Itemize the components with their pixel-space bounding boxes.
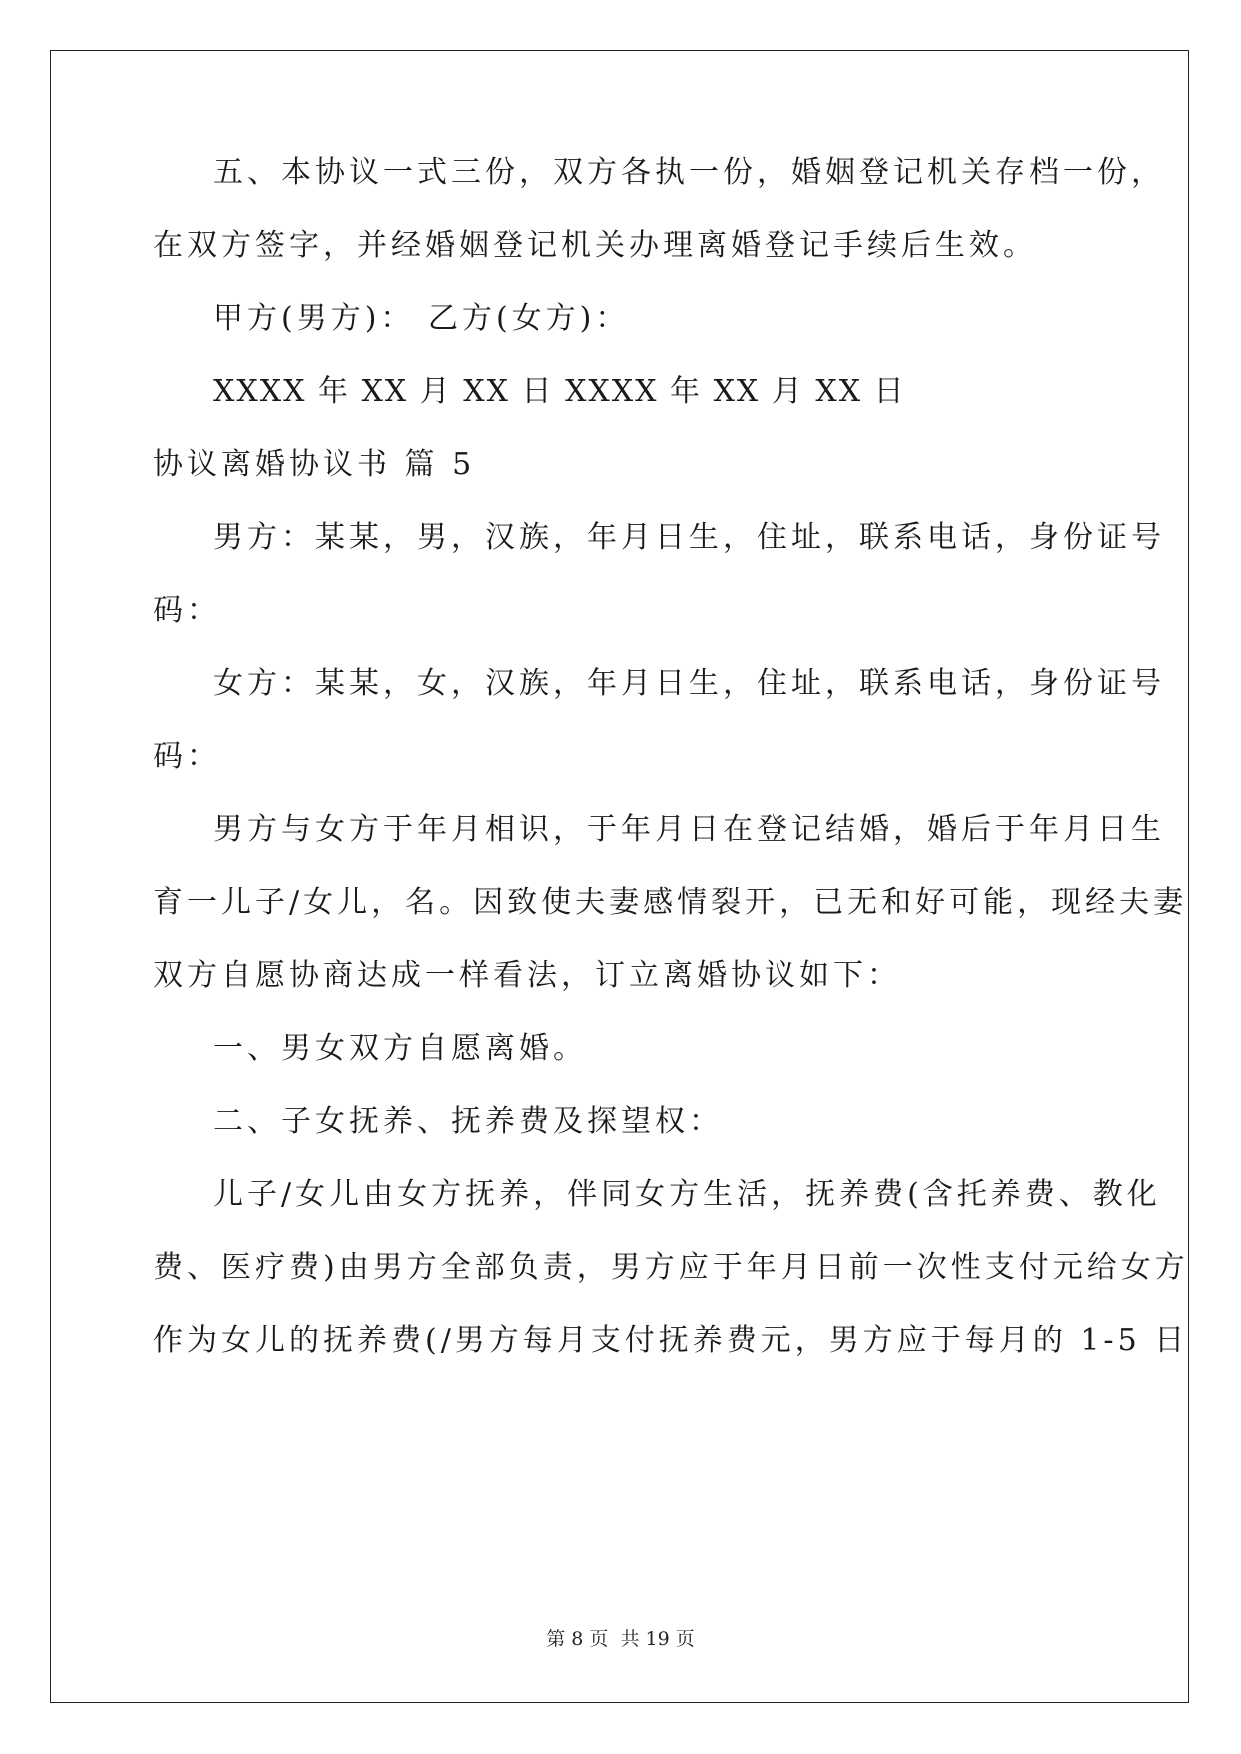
section-title: 协议离婚协议书 篇 5 xyxy=(153,447,476,482)
paragraph-line: 二、子女抚养、抚养费及探望权： xyxy=(213,1104,723,1139)
page-footer xyxy=(0,1624,1241,1651)
paragraph-line: 在双方签字，并经婚姻登记机关办理离婚登记手续后生效。 xyxy=(153,228,1037,263)
paragraph-line: 五、本协议一式三份，双方各执一份，婚姻登记机关存档一份， xyxy=(213,155,1165,190)
paragraph-line: 女方：某某，女，汉族，年月日生，住址，联系电话，身份证号 xyxy=(213,666,1165,701)
paragraph-line: 双方自愿协商达成一样看法，订立离婚协议如下： xyxy=(153,958,901,993)
paragraph-line: 码： xyxy=(153,593,221,628)
paragraph-line: 男方与女方于年月相识，于年月日在登记结婚，婚后于年月日生 xyxy=(213,812,1165,847)
page-frame xyxy=(50,50,1189,1703)
signature-parties-line: 甲方(男方)： 乙方(女方)： xyxy=(213,301,630,336)
paragraph-line: 男方：某某，男，汉族，年月日生，住址，联系电话，身份证号 xyxy=(213,520,1165,555)
paragraph-line: 费、医疗费)由男方全部负责，男方应于年月日前一次性支付元给女方 xyxy=(153,1250,1189,1285)
page-total: 共 19 页 xyxy=(620,1628,695,1650)
paragraph-line: 儿子/女儿由女方抚养，伴同女方生活，抚养费(含托养费、教化 xyxy=(213,1177,1161,1212)
paragraph-line: 育一儿子/女儿，名。因致使夫妻感情裂开，已无和好可能，现经夫妻 xyxy=(153,885,1188,920)
paragraph-line: 作为女儿的抚养费(/男方每月支付抚养费元，男方应于每月的 1-5 日 xyxy=(153,1323,1189,1358)
paragraph-line: 一、男女双方自愿离婚。 xyxy=(213,1031,587,1066)
signature-date-line: XXXX 年 XX 月 XX 日 XXXX 年 XX 月 XX 日 xyxy=(213,374,906,409)
page-number: 第 8 页 xyxy=(546,1628,609,1650)
paragraph-line: 码： xyxy=(153,739,221,774)
